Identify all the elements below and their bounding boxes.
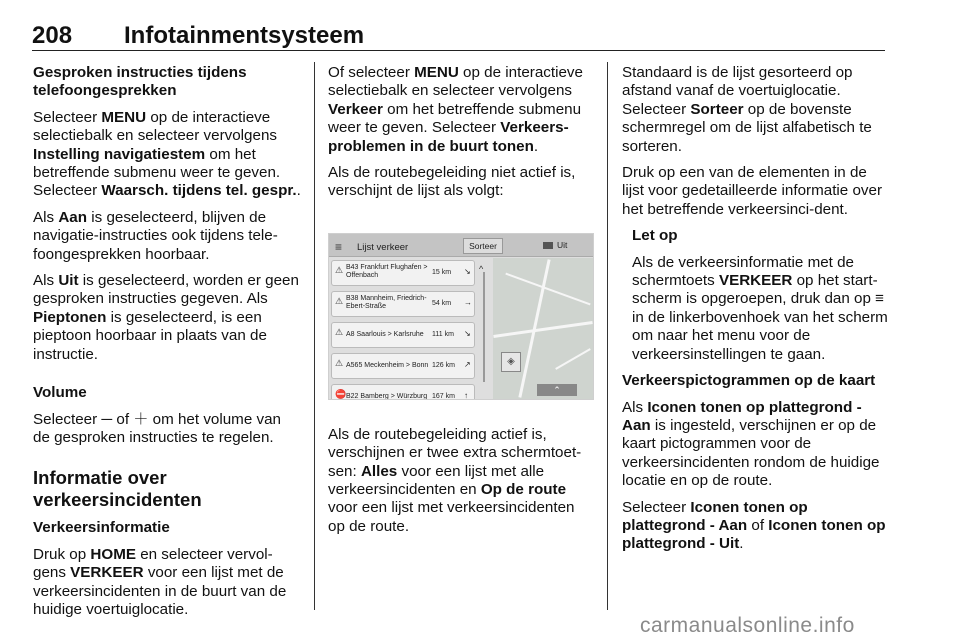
subheading-pictograms: Verkeerspictogrammen op de kaart [622, 372, 876, 390]
direction-arrow-icon: ↗ [464, 359, 471, 369]
subheading-spoken-instructions: Gesproken instructies tijdens telefoongesprekken [33, 64, 247, 100]
subheading-traffic-info: Verkeersinformatie [33, 519, 170, 537]
list-item[interactable]: ⚠ A565 Meckenheim > Bonn 126 km ↗ [331, 353, 475, 379]
paragraph: Als Uit is geselecteerd, worden er geen gesproken instructies gegeven. Als Pieptonen is geselecteerd, is een pieptoon hoorbaar in plaats van de instructie. [33, 272, 299, 363]
compass-icon[interactable]: ◈ [501, 352, 521, 372]
menu-icon[interactable]: ≡ [335, 239, 343, 254]
direction-arrow-icon: ↘ [464, 328, 471, 338]
paragraph: Selecteer MENU op de interactieve selectiebalk en selecteer vervolgens Instelling navigatiestem om het betreffende submenu weer te geven. Selecteer Waarsch. tijdens tel. gespr.. [33, 108, 301, 200]
page-title: Infotainmentsysteem [124, 22, 365, 49]
note-text: Als de verkeersinformatie met de schermtoets VERKEER op het start-scherm is opgeroepen, druk dan op ≡ in de linkerbovenhoek van het scherm om naar het menu voor de verkeersinstellingen te gaan. [632, 253, 888, 363]
menu-icon: ≡ [875, 290, 885, 308]
section-heading: Informatie over verkeersincidenten [33, 467, 202, 511]
paragraph: Druk op een van de elementen in de lijst voor gedetailleerde informatie over het betreffende verkeersinci-dent. [622, 164, 883, 218]
screen-title: Lijst verkeer [357, 241, 409, 253]
note-title: Let op [632, 227, 678, 245]
header-rule [32, 50, 885, 51]
traffic-list-screenshot [328, 233, 594, 400]
note-box [622, 227, 892, 364]
column-1 [33, 64, 301, 627]
paragraph: Druk op HOME en selecteer vervol-gens VERKEER voor een lijst met de verkeersincidenten in de buurt van de huidige voertuiglocatie. [33, 545, 287, 618]
direction-arrow-icon: ↑ [464, 390, 468, 400]
map-icon [543, 242, 553, 249]
warning-icon: ⚠ [335, 295, 344, 306]
column-3 [622, 64, 892, 562]
paragraph: Standaard is de lijst gesorteerd op afstand vanaf de voertuiglocatie. Selecteer Sorteer op de bovenste schermregel om de lijst alfabetisch te sorteren. [622, 64, 872, 155]
column-2 [328, 64, 593, 544]
list-item[interactable]: ⚠ B43 Frankfurt Flughafen > Offenbach 15 km ↘ [331, 260, 475, 286]
chevron-up-icon[interactable]: ⌃ [537, 384, 577, 396]
sort-button[interactable]: Sorteer [463, 238, 503, 254]
watermark: carmanualsonline.info [640, 614, 855, 637]
paragraph: Als Aan is geselecteerd, blijven de navigatie-instructies ook tijdens tele-foongesprekken hoorbaar. [33, 208, 278, 263]
page-number: 208 [32, 22, 73, 49]
warning-icon: ⚠ [335, 326, 344, 337]
column-divider [314, 62, 315, 610]
list-item[interactable]: ⛔ B22 Bamberg > Würzburg 167 km ↑ [331, 384, 475, 400]
warning-icon: ⚠ [335, 357, 344, 368]
screen-top-bar [329, 234, 593, 257]
paragraph: Selecteer Iconen tonen op plattegrond - Aan of Iconen tonen op plattegrond - Uit. [622, 498, 886, 553]
traffic-list [331, 260, 475, 400]
scroll-up-icon[interactable]: ^ [479, 263, 484, 274]
paragraph: Of selecteer MENU op de interactieve selectiebalk en selecteer vervolgens Verkeer om het betreffende submenu weer te geven. Selecteer Verkeers-problemen in de buurt tonen. [328, 64, 583, 155]
paragraph: Als de routebegeleiding actief is, verschijnen er twee extra schermtoet-sen: Alles voor een lijst met alle verkeersincidenten en Op de route voor een lijst met verkeersincidenten op de route. [328, 425, 582, 535]
subheading-volume: Volume [33, 384, 87, 402]
list-item[interactable]: ⚠ A8 Saarlouis > Karlsruhe 111 km ↘ [331, 322, 475, 348]
paragraph: Selecteer ─ of ＋ om het volume van de gesproken instructies te regelen. [33, 410, 281, 446]
warning-icon: ⚠ [335, 264, 344, 275]
minus-icon: ─ [101, 410, 113, 428]
exit-button[interactable]: Uit [543, 238, 589, 252]
plus-icon: ＋ [133, 410, 149, 428]
page-header [32, 18, 885, 52]
paragraph: Als Iconen tonen op plattegrond - Aan is ingesteld, verschijnen er op de kaart pictogrammen voor de verkeersincidenten rondom de huidige locatie en op de route. [622, 398, 880, 490]
column-divider [607, 62, 608, 610]
direction-arrow-icon: → [464, 297, 472, 307]
list-item[interactable]: ⚠ B38 Mannheim, Friedrich-Ebert-Straße 54 km → [331, 291, 475, 317]
paragraph: Als de routebegeleiding niet actief is, verschijnt de lijst als volgt: [328, 164, 576, 200]
scrollbar[interactable] [479, 260, 489, 388]
scroll-track [483, 272, 485, 382]
direction-arrow-icon: ↘ [464, 266, 471, 276]
map-view[interactable] [493, 258, 593, 399]
no-entry-icon: ⛔ [335, 388, 347, 399]
